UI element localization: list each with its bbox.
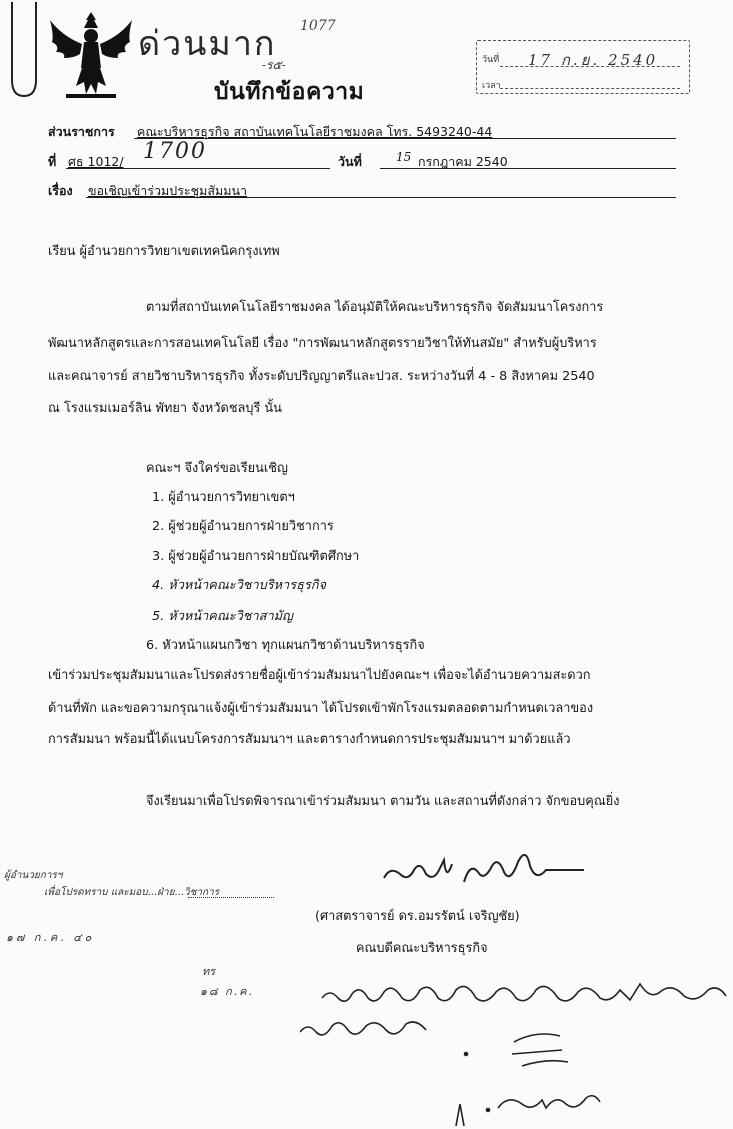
- field-rule: [86, 197, 676, 198]
- closing-line: จึงเรียนมาเพื่อโปรดพิจารณาเข้าร่วมสัมมนา ตามวัน และสถานที่ดังกล่าว จักขอบคุณยิ่ง: [146, 794, 620, 809]
- receipt-date-line: [500, 66, 680, 67]
- routing-note-forward: เพื่อโปรดทราบ และมอบ...ฝ่าย...วิชาการ: [44, 887, 220, 898]
- invitee-item: 4. หัวหน้าคณะวิชาบริหารธุรกิจ: [152, 578, 327, 593]
- handwritten-number: 1077: [300, 18, 336, 34]
- date-day: 15: [396, 150, 412, 164]
- urgent-stamp: ด่วนมาก: [138, 24, 277, 64]
- paragraph-line: ตามที่สถาบันเทคโนโลยีราชมงคล ได้อนุมัติให้คณะบริหารธุรกิจ จัดสัมมนาโครงการ: [146, 300, 604, 315]
- paragraph-line: พัฒนาหลักสูตรและการสอนเทคโนโลยี เรื่อง "การพัฒนาหลักสูตรรายวิชาให้ทันสมัย" สำหรับผู้บริหาร: [48, 336, 597, 351]
- signer-title: คณบดีคณะบริหารธุรกิจ: [356, 941, 488, 956]
- invitee-item: 1. ผู้อำนวยการวิทยาเขตฯ: [152, 490, 295, 505]
- subject-label: เรื่อง: [48, 183, 73, 198]
- receipt-time-label: เวลา: [482, 81, 501, 91]
- field-rule: [66, 168, 330, 169]
- handwritten-annotation: [300, 970, 730, 1128]
- receipt-date-label: วันที่: [482, 55, 500, 65]
- date-value: กรกฎาคม 2540: [418, 154, 508, 169]
- paragraph-line: และคณาจารย์ สายวิชาบริหารธุรกิจ ทั้งระดับปริญญาตรีและปวส. ระหว่างวันที่ 4 - 8 สิงหาคม 2540: [48, 369, 595, 384]
- garuda-emblem: [46, 6, 136, 102]
- routing-note-date: ๑๗ ก.ค. ๔๐: [6, 931, 95, 944]
- document-edge-mark: [4, 0, 40, 98]
- paragraph-line: ณ โรงแรมเมอร์ลิน พัทยา จังหวัดชลบุรี นั้น: [48, 401, 282, 416]
- paragraph-line: เข้าร่วมประชุมสัมมนาและโปรดส่งรายชื่อผู้เข้าร่วมสัมมนาไปยังคณะฯ เพื่อจะได้อำนวยความสะดวก: [48, 668, 591, 683]
- ref-value: ศธ 1012/: [68, 154, 124, 169]
- routing-note-initial: ทร: [202, 965, 216, 978]
- handwritten-signature: [380, 842, 590, 892]
- ref-label: ที่: [48, 154, 57, 169]
- subject-value: ขอเชิญเข้าร่วมประชุมสัมมนา: [88, 183, 248, 198]
- routing-note-to: ผู้อำนวยการฯ: [4, 870, 63, 881]
- invitee-item: 3. ผู้ช่วยผู้อำนวยการฝ่ายบัณฑิตศึกษา: [152, 549, 360, 564]
- handwritten-mark: -ร๕-: [262, 58, 286, 72]
- dept-value: คณะบริหารธุรกิจ สถาบันเทคโนโลยีราชมงคล โทร. 5493240-44: [137, 124, 493, 139]
- invitee-item: 5. หัวหน้าคณะวิชาสามัญ: [152, 609, 293, 624]
- invite-intro: คณะฯ จึงใคร่ขอเรียนเชิญ: [146, 461, 288, 476]
- receipt-time-line: [500, 88, 680, 89]
- dept-label: ส่วนราชการ: [48, 124, 115, 139]
- receipt-date-value: 17 ก.ย. 2540: [528, 51, 659, 69]
- routing-note-date: ๑๘ ก.ค.: [200, 985, 254, 998]
- routing-note-rule: [188, 897, 274, 898]
- ref-number: 1700: [143, 139, 207, 164]
- addressee: เรียน ผู้อำนวยการวิทยาเขตเทคนิคกรุงเทพ: [48, 244, 280, 259]
- paragraph-line: การสัมมนา พร้อมนี้ได้แนบโครงการสัมมนาฯ และตารางกำหนดการประชุมสัมมนาฯ มาด้วยแล้ว: [48, 732, 571, 747]
- paragraph-line: ด้านที่พัก และขอความกรุณาแจ้งผู้เข้าร่วมสัมมนา ได้โปรดเข้าพักโรงแรมตลอดตามกำหนดเวลาของ: [48, 701, 594, 716]
- date-label: วันที่: [338, 154, 362, 169]
- page-title: บันทึกข้อความ: [214, 78, 365, 105]
- invitee-item: 2. ผู้ช่วยผู้อำนวยการฝ่ายวิชาการ: [152, 519, 334, 534]
- field-rule: [134, 138, 676, 139]
- signer-name: (ศาสตราจารย์ ดร.อมรรัตน์ เจริญชัย): [315, 909, 520, 924]
- field-rule: [380, 168, 676, 169]
- invitee-item: 6. หัวหน้าแผนกวิชา ทุกแผนกวิชาด้านบริหารธุรกิจ: [146, 638, 425, 653]
